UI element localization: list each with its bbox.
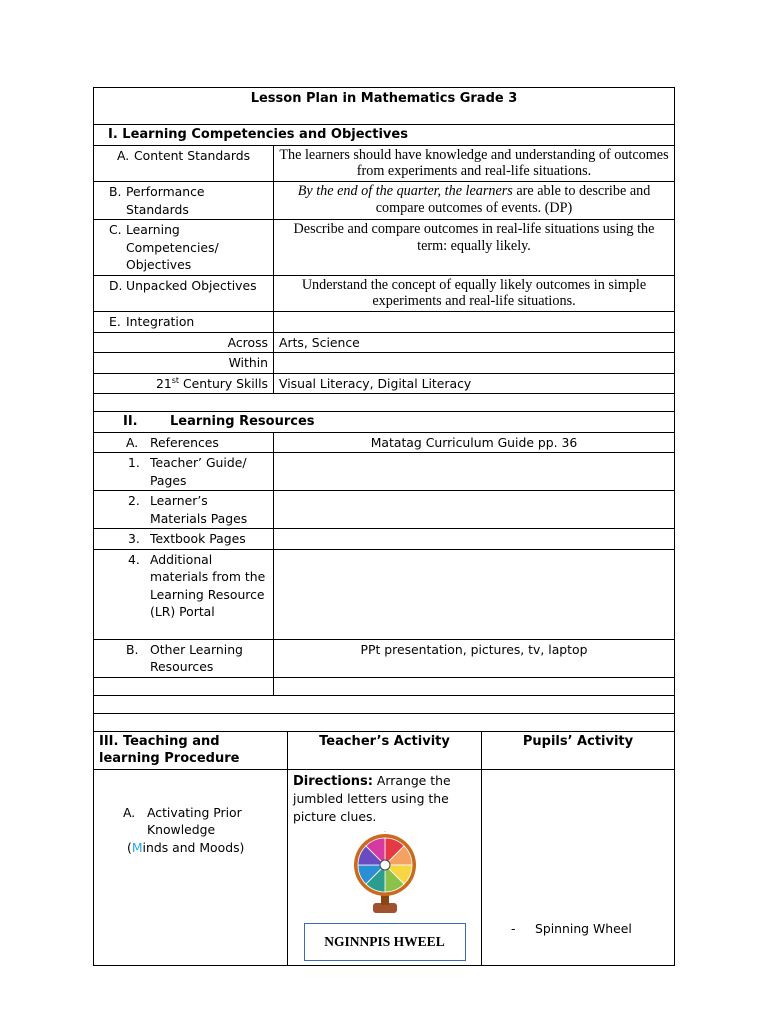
lesson-plan-table	[93, 87, 675, 732]
spacer-row	[94, 713, 675, 731]
spinning-wheel-picture	[345, 831, 425, 919]
integration-value	[274, 312, 675, 333]
pupils-activity-cell	[482, 769, 675, 965]
teacher-guide-value	[274, 453, 675, 491]
learning-competencies-label: C. Learning Competencies/ Objectives	[94, 220, 274, 276]
integration-within-value	[274, 353, 675, 374]
content-standards-value: The learners should have knowledge and understanding of outcomes from experiments and real-life situations.	[274, 145, 675, 182]
activating-prior-knowledge-cell: A. Activating Prior Knowledge (Minds and Moods)	[94, 769, 288, 965]
learner-materials-value	[274, 491, 675, 529]
empty-cell	[94, 677, 274, 695]
pupils-activity-header: Pupils’ Activity	[482, 731, 675, 769]
spacer-row	[94, 394, 675, 412]
performance-standards-label: B. Performance Standards	[94, 182, 274, 220]
integration-across-value: Arts, Science	[274, 332, 675, 353]
wheel-hub	[380, 860, 390, 870]
section2-heading: II. Learning Resources	[94, 412, 675, 433]
integration-label: E. Integration	[94, 312, 274, 333]
references-label: A. References	[94, 432, 274, 453]
century-skills-label: 21st Century Skills	[94, 373, 274, 394]
spacer-row	[94, 695, 675, 713]
century-skills-value: Visual Literacy, Digital Literacy	[274, 373, 675, 394]
section3-heading: III. Teaching and learning Procedure	[94, 731, 288, 769]
procedure-table	[93, 731, 675, 966]
additional-materials-label: 4. Additional materials from the Learning Resource (LR) Portal	[94, 549, 274, 639]
additional-materials-value	[274, 549, 675, 639]
teacher-activity-cell	[288, 769, 482, 965]
unpacked-objectives-label: D. Unpacked Objectives	[94, 275, 274, 312]
textbook-pages-value	[274, 529, 675, 550]
learning-competencies-value: Describe and compare outcomes in real-life situations using the term: equally likely.	[274, 220, 675, 276]
content-standards-label: A. Content Standards	[94, 145, 274, 182]
performance-standards-value: By the end of the quarter, the learners are able to describe and compare outcomes of events. (DP)	[274, 182, 675, 220]
integration-across-label: Across	[94, 332, 274, 353]
learner-materials-label: 2. Learner’s Materials Pages	[94, 491, 274, 529]
empty-cell	[274, 677, 675, 695]
unpacked-objectives-value: Understand the concept of equally likely outcomes in simple experiments and real-life situations.	[274, 275, 675, 312]
lesson-plan-document	[93, 87, 675, 966]
jumbled-word-box: NGINNPIS HWEEL	[304, 923, 466, 961]
directions-text: Directions: Arrange the jumbled letters using the picture clues.	[293, 772, 451, 824]
other-resources-value: PPt presentation, pictures, tv, laptop	[274, 639, 675, 677]
references-value: Matatag Curriculum Guide pp. 36	[274, 432, 675, 453]
teacher-activity-header: Teacher’s Activity	[288, 731, 482, 769]
textbook-pages-label: 3. Textbook Pages	[94, 529, 274, 550]
minds-and-moods-label: (Minds and Moods)	[127, 839, 245, 855]
pupils-answer: - Spinning Wheel	[511, 920, 632, 936]
integration-within-label: Within	[94, 353, 274, 374]
teacher-guide-label: 1. Teacher’ Guide/ Pages	[94, 453, 274, 491]
page-title: Lesson Plan in Mathematics Grade 3	[94, 88, 675, 125]
wheel-pointer	[381, 831, 389, 832]
other-resources-label: B. Other Learning Resources	[94, 639, 274, 677]
spinning-wheel-icon	[293, 831, 476, 919]
section1-heading: I. Learning Competencies and Objectives	[94, 125, 675, 146]
